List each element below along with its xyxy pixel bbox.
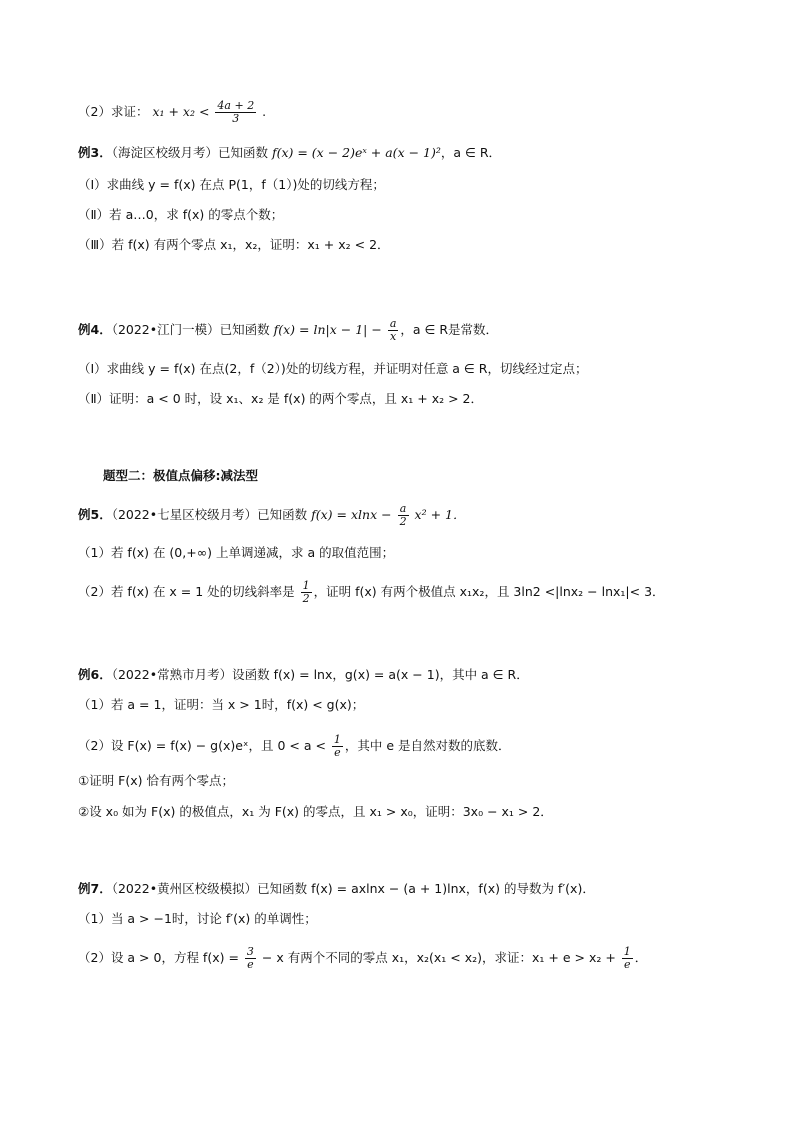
condition: ，a ∈ R是常数． <box>400 322 499 337</box>
example-5-part-1: （1）若 f(x) 在 (0,+∞) 上单调递减，求 a 的取值范围； <box>78 545 395 560</box>
fraction-denominator: e <box>624 958 631 971</box>
example-3-heading <box>78 144 754 162</box>
problem-2-part2 <box>78 100 754 125</box>
example-6-part-1: （1）若 a = 1，证明：当 x > 1时，f(x) < g(x)； <box>78 697 365 712</box>
fraction-denominator: 2 <box>399 515 407 528</box>
example-4-part-i: （Ⅰ）求曲线 y = f(x) 在点(2，f（2）)处的切线方程，并证明对任意 a ∈ R，切线经过定点； <box>78 361 588 376</box>
fraction-denominator: x <box>389 330 397 343</box>
example-3-part-ii: （Ⅱ）若 a…0，求 f(x) 的零点个数； <box>78 207 284 222</box>
fraction <box>245 946 256 971</box>
fraction <box>301 580 312 605</box>
fraction-denominator: e <box>334 746 341 759</box>
function-def: f(x) = ln|x − 1| − <box>273 322 382 337</box>
fraction <box>398 503 409 528</box>
fraction-numerator: 3 <box>246 945 254 958</box>
part-text-b: ，其中 e 是自然对数的底数． <box>344 738 511 753</box>
example-label: 例3． <box>78 145 112 160</box>
fraction <box>388 318 399 343</box>
fraction-numerator: 1 <box>333 733 341 746</box>
example-3-part-i: （Ⅰ）求曲线 y = f(x) 在点 P(1，f（1）)处的切线方程； <box>78 177 385 192</box>
inequality: x₁ + x₂ < <box>152 104 210 119</box>
fraction-numerator: 1 <box>302 579 310 592</box>
fraction-numerator: a <box>389 317 397 330</box>
example-6-subpart-1: ①证明 F(x) 恰有两个零点； <box>78 773 234 788</box>
function-def: f(x) = (x − 2)eˣ + a(x − 1)² <box>271 145 441 160</box>
part-text-a: （2）设 F(x) = f(x) − g(x)eˣ，且 0 < a < <box>78 738 326 753</box>
example-source: （2022•常熟市月考）设函数 f(x) = lnx，g(x) = a(x − 1)，其中 a ∈ R． <box>111 667 529 682</box>
example-source: （2022•江门一模）已知函数 <box>111 322 270 337</box>
example-6-subpart-2: ②设 x₀ 如为 F(x) 的极值点，x₁ 为 F(x) 的零点，且 x₁ > x₀，证明：3x₀ − x₁ > 2． <box>78 804 553 819</box>
fraction <box>215 100 256 125</box>
fraction <box>332 734 343 759</box>
example-label: 例5． <box>78 507 112 522</box>
example-label: 例4． <box>78 322 112 337</box>
example-7-heading <box>78 880 754 898</box>
example-7-part-2 <box>78 946 754 971</box>
fraction-denominator: e <box>247 958 254 971</box>
example-6-heading <box>78 666 754 684</box>
condition: ，a ∈ R． <box>440 145 502 160</box>
example-4-part-ii: （Ⅱ）证明：a < 0 时，设 x₁、x₂ 是 f(x) 的两个零点，且 x₁ + x₂ > 2． <box>78 391 484 406</box>
example-3-part-iii: （Ⅲ）若 f(x) 有两个零点 x₁，x₂，证明：x₁ + x₂ < 2． <box>78 237 390 252</box>
function-def-a: f(x) = xlnx − <box>311 507 392 522</box>
fraction-denominator: 3 <box>232 112 240 125</box>
part-text-a: （2）设 a > 0，方程 f(x) = <box>78 950 239 965</box>
example-5-part-2 <box>78 580 754 605</box>
example-7-part-1: （1）当 a > −1时，讨论 f′(x) 的单调性； <box>78 911 317 926</box>
example-6-part-2 <box>78 734 754 759</box>
fraction-numerator: a <box>398 503 409 516</box>
example-source: （2022•黄州区校级模拟）已知函数 f(x) = axlnx − (a + 1)lnx，f(x) 的导数为 f′(x)． <box>111 881 595 896</box>
section-heading: 题型二：极值点偏移:减法型 <box>103 468 258 483</box>
example-source: （2022•七星区校级月考）已知函数 <box>111 507 308 522</box>
part-text-b: − x 有两个不同的零点 x₁，x₂(x₁ < x₂)，求证：x₁ + e > x₂ + <box>261 950 616 965</box>
part-prefix: （2）求证： <box>78 104 149 119</box>
fraction-numerator: 4a + 2 <box>217 99 255 112</box>
fraction-numerator: 1 <box>623 945 631 958</box>
example-label: 例6． <box>78 667 112 682</box>
part-text-b: ，证明 f(x) 有两个极值点 x₁x₂，且 3ln2 <|lnx₂ − lnx₁|< 3． <box>313 584 665 599</box>
example-label: 例7． <box>78 881 112 896</box>
period: ． <box>634 950 648 965</box>
fraction-denominator: 2 <box>302 592 310 605</box>
example-4-heading <box>78 318 754 343</box>
fraction-2 <box>622 946 633 971</box>
period: . <box>262 104 267 119</box>
function-def-b: x² + 1． <box>414 507 466 522</box>
part-text-a: （2）若 f(x) 在 x = 1 处的切线斜率是 <box>78 584 295 599</box>
example-source: （海淀区校级月考）已知函数 <box>111 145 268 160</box>
example-5-heading <box>78 503 754 528</box>
